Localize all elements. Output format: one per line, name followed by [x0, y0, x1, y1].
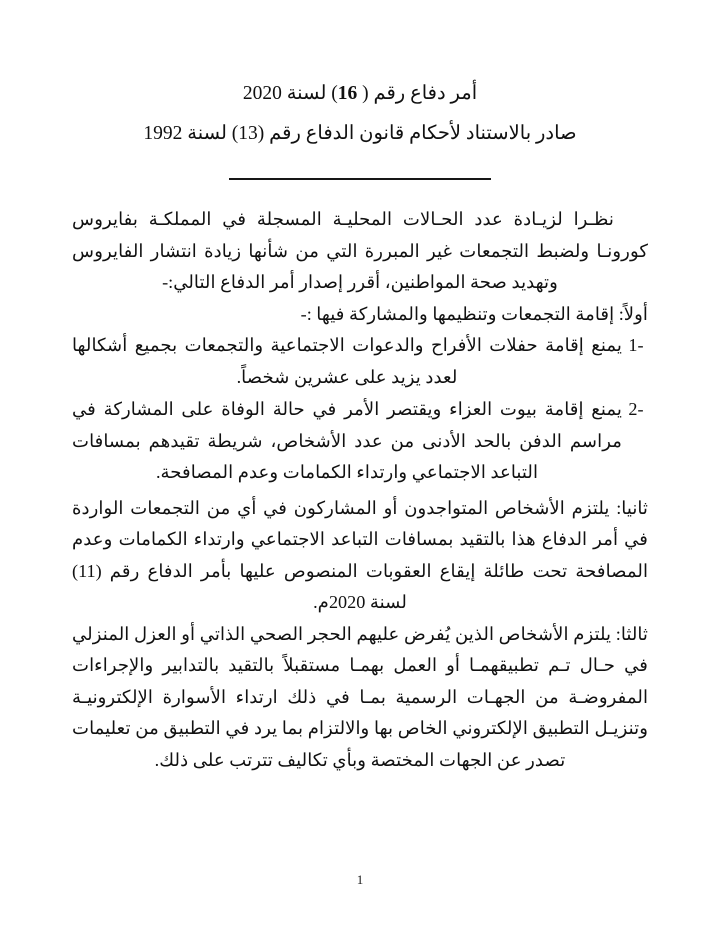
- title-prefix: أمر دفاع رقم (: [357, 83, 478, 104]
- section-one-list: [72, 330, 648, 489]
- list-item: [72, 394, 648, 489]
- document-title-block: [0, 74, 720, 154]
- section-three-paragraph: ثالثا: يلتزم الأشخاص الذين يُفرض عليهم الحجر الصحي الذاتي أو العزل المنزلي في حـال تـم تطبيقهمـا أو العمل بهمـا مستقبلاً بالتقيد بالتدابير والإجراءات المفروضـة من الجهـات الرسمية بمـا في ذلك ارتداء الأسوارة الإلكترونيـة وتنزيـل التطبيق الإلكتروني الخاص بها والالتزام بما يرد في التطبيق من تعليمات تصدر عن الجهات المختصة وبأي تكاليف تترتب على ذلك.: [72, 623, 648, 770]
- intro-paragraph: نظـرا لزيـادة عدد الحـالات المحليـة المسجلة في المملكـة بفايروس كورونـا ولضبط التجمعات غير المبررة التي من شأنها زيادة انتشار الفايروس وتهديد صحة المواطنين، أقرر إصدار أمر الدفاع التالي:-: [72, 209, 648, 292]
- title-divider: [0, 178, 720, 180]
- horizontal-rule: [229, 178, 491, 180]
- list-item-text: يمنع إقامة بيوت العزاء ويقتصر الأمر في حالة الوفاة على المشاركة في مراسم الدفن بالحد الأدنى من عدد الأشخاص، شريطة تقيدهم بمسافات التباعد الاجتماعي وارتداء الكمامات وعدم المصافحة.: [72, 399, 622, 482]
- title-order-number: 16: [337, 83, 358, 104]
- list-item-marker: 1-: [628, 335, 644, 355]
- list-item-marker: 2-: [628, 399, 644, 419]
- title-suffix: ) لسنة 2020: [242, 83, 338, 104]
- title-line-order-number: [0, 74, 720, 114]
- list-item: [72, 330, 648, 393]
- title-line-legal-basis: صادر بالاستناد لأحكام قانون الدفاع رقم (13) لسنة 1992: [143, 123, 577, 144]
- section-one-heading: أولاً: إقامة التجمعات وتنظيمها والمشاركة فيها :-: [300, 303, 648, 324]
- page-number: 1: [356, 872, 364, 887]
- document-body: [72, 204, 648, 776]
- section-two-paragraph: ثانيا: يلتزم الأشخاص المتواجدون أو المشاركون في أي من التجمعات الواردة في أمر الدفاع هذا بالتقيد بمسافات التباعد الاجتماعي وارتداء الكمامات وعدم المصافحة تحت طائلة إيقاع العقوبات المنصوص عليها بأمر الدفاع رقم (11) لسنة 2020م.: [72, 497, 648, 612]
- list-item-text: يمنع إقامة حفلات الأفراح والدعوات الاجتماعية والتجمعات بجميع أشكالها لعدد يزيد على عشرين شخصاً.: [72, 335, 622, 387]
